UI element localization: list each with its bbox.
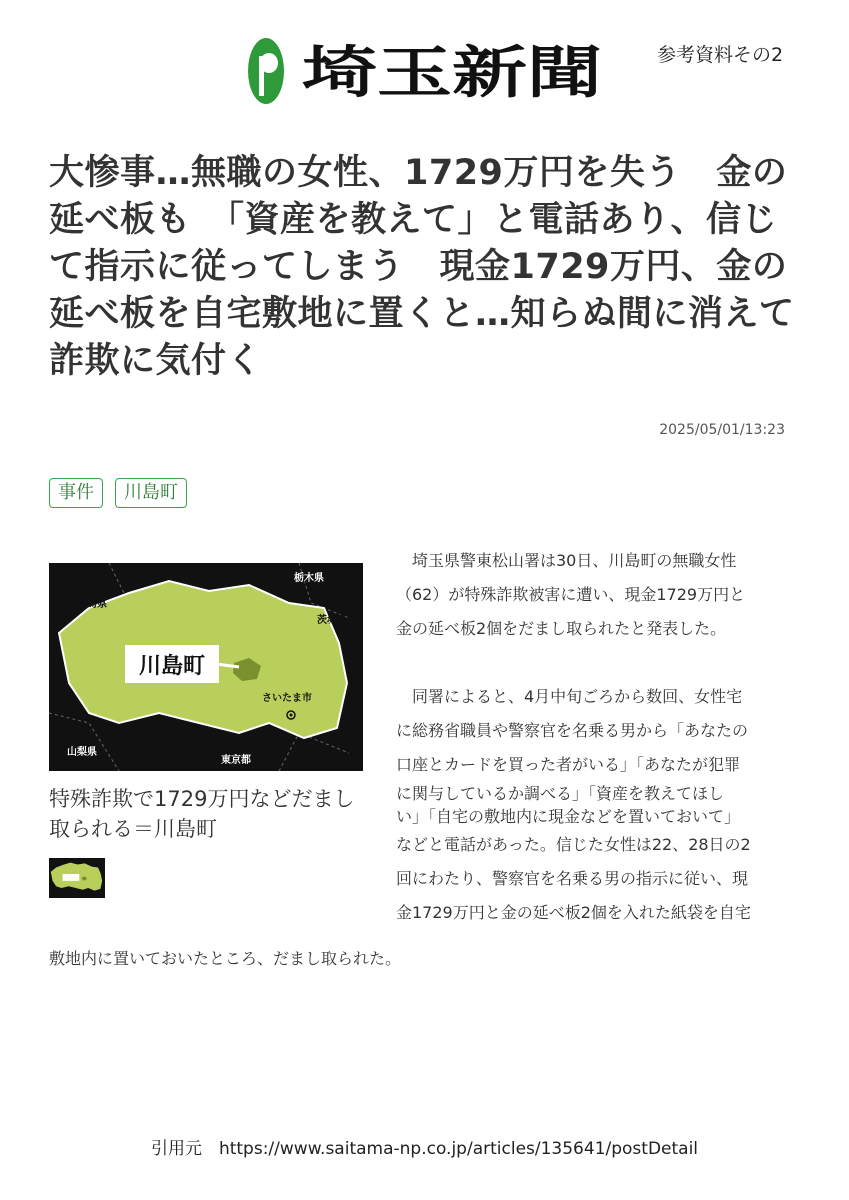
map-label-gunma: 群馬県 <box>77 599 107 610</box>
map-label-tokyo: 東京都 <box>221 755 251 766</box>
map-label-ibaraki: 茨城県 <box>317 615 347 626</box>
publish-datetime: 2025/05/01/13:23 <box>659 422 785 438</box>
body-line: 埼玉県警東松山署は30日、川島町の無職女性 <box>396 551 737 570</box>
logo-mark-icon <box>248 38 284 104</box>
paragraph-1 <box>396 544 808 646</box>
tag-list <box>49 478 187 508</box>
body-line: 同署によると、4月中旬ごろから数回、女性宅 <box>396 687 743 706</box>
reference-label: 参考資料その2 <box>657 44 784 66</box>
body-line: （62）が特殊詐欺被害に遭い、現金1729万円と <box>396 585 746 604</box>
body-line: に総務省職員や警察官を名乗る男から「あなたの <box>396 721 749 740</box>
article-body <box>396 544 808 930</box>
body-line: 金1729万円と金の延べ板2個を入れた紙袋を自宅 <box>396 903 751 922</box>
photo-caption: 特殊詐欺で1729万円などだまし取られる＝川島町 <box>49 787 355 841</box>
map-label-tochigi: 栃木県 <box>294 573 324 584</box>
logo-wordmark: 埼玉新聞 <box>302 40 602 106</box>
newspaper-logo <box>242 34 612 108</box>
location-map[interactable] <box>49 563 363 771</box>
tag-kawajima[interactable]: 川島町 <box>115 478 187 508</box>
body-line: 回にわたり、警察官を名乗る男の指示に従い、現 <box>396 869 749 888</box>
body-line: に関与しているか調べる」「資産を教えてほし <box>396 784 725 803</box>
body-line: 口座とカードを買った者がいる」「あなたが犯罪 <box>396 755 741 774</box>
source-citation: 引用元 https://www.saitama-np.co.jp/articles/135641/postDetail <box>150 1139 699 1159</box>
body-line: などと電話があった。信じた女性は22、28日の2 <box>396 835 751 854</box>
body-line: 金の延べ板2個をだまし取られたと発表した。 <box>396 619 727 638</box>
paragraph-2 <box>396 680 808 930</box>
body-line: い」「自宅の敷地内に現金などを置いておいて」 <box>396 807 741 826</box>
map-thumbnail[interactable] <box>49 858 105 898</box>
article-headline: 大惨事…無職の女性、1729万円を失う 金の延べ板も 「資産を教えて」と電話あり、信じて指示に従ってしまう 現金1729万円、金の延べ板を自宅敷地に置くと…知らぬ間に消えて詐欺に気付く <box>49 153 795 381</box>
tag-jiken[interactable]: 事件 <box>49 478 103 508</box>
map-label-saitama-city: さいたま市 <box>262 693 312 704</box>
map-label-kawajima: 川島町 <box>138 654 206 679</box>
body-line-tail: 敷地内に置いておいたところ、だまし取られた。 <box>49 949 402 968</box>
map-label-yamanashi: 山梨県 <box>67 747 97 758</box>
